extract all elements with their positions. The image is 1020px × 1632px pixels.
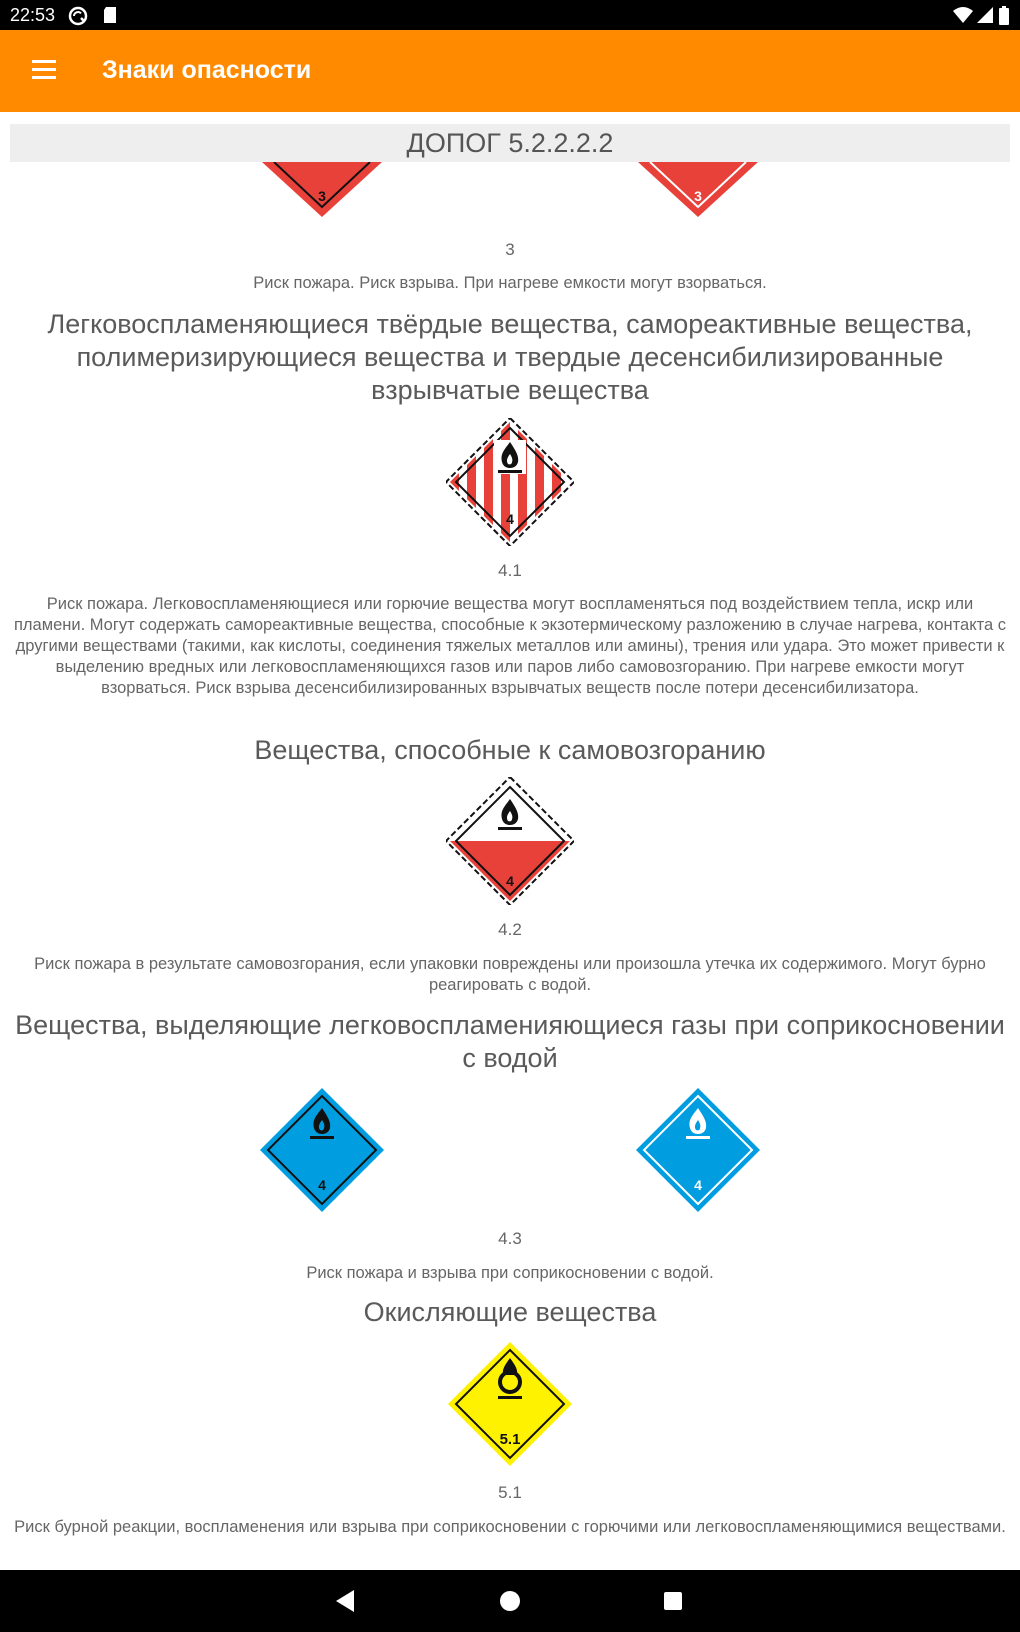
sd-card-icon	[102, 6, 118, 24]
hazard-list[interactable]	[0, 112, 1020, 1570]
class-4-2-sign-icon	[446, 777, 574, 905]
hazard-heading: Легковоспламеняющиеся твёрдые вещества, самореактивные вещества, полимеризирующиеся вещества и твердые десенсибилизированные взрывчатые вещества	[47, 309, 973, 405]
hazard-code: 4.3	[498, 1229, 522, 1248]
app-bar	[0, 30, 1020, 112]
wifi-icon	[952, 6, 974, 24]
status-time: 22:53	[10, 5, 56, 25]
hazard-description: Риск пожара. Легковоспламеняющиеся или горючие вещества могут воспламеняться под воздействием тепла, искр или пламени. Могут содержать самореактивные вещества, способные к экзотермическому разложению в случае нагрева, контакта с другими веществами (такими, как кислоты, соединения тяжелых металлов или амины), трения или удара. Это может привести к выделению вредных или легковоспламеняющихся газов или паров либо самовозгоранию. При нагреве емкости могут взорваться. Риск взрыва десенсибилизированных взрывчатых веществ после потери десенсибилизатора.	[13, 595, 1006, 697]
hazard-code: 4.2	[498, 920, 522, 939]
home-icon[interactable]	[495, 1586, 525, 1616]
battery-icon	[998, 6, 1010, 26]
hazard-code: 3	[505, 240, 515, 259]
section-header: ДОПОГ 5.2.2.2.2	[10, 124, 1010, 162]
svg-text:5.1: 5.1	[499, 1431, 521, 1448]
svg-text:4: 4	[318, 1177, 326, 1193]
recents-icon[interactable]	[658, 1586, 688, 1616]
status-bar	[0, 0, 1020, 30]
class-4-3-sign-white-icon	[634, 1086, 762, 1214]
back-icon[interactable]	[330, 1586, 360, 1616]
svg-text:4: 4	[694, 1177, 702, 1193]
hazard-description: Риск пожара. Риск взрыва. При нагреве емкости могут взорваться.	[253, 274, 767, 292]
hamburger-menu-icon[interactable]	[30, 57, 60, 83]
hazard-code: 4.1	[498, 561, 522, 580]
signal-icon	[976, 6, 994, 24]
svg-text:3: 3	[318, 188, 326, 204]
hazard-heading: Вещества, выделяющие легковоспламенияющиеся газы при соприкосновении с водой	[15, 1010, 1005, 1073]
hazard-description: Риск пожара в результате самовозгорания, если упаковки повреждены или произошла утечка их содержимого. Могут бурно реагировать с водой.	[34, 955, 986, 994]
class-4-3-sign-black-icon	[258, 1086, 386, 1214]
hazard-description: Риск пожара и взрыва при соприкосновении с водой.	[306, 1264, 714, 1282]
class-3-sign-icon	[262, 162, 382, 220]
hazard-code: 5.1	[498, 1483, 522, 1502]
class-3-sign-alt-icon	[638, 162, 758, 220]
hazard-heading: Вещества, способные к самовозгоранию	[254, 735, 766, 765]
sync-icon	[68, 6, 88, 26]
svg-text:4: 4	[506, 511, 514, 527]
app-title: Знаки опасности	[102, 56, 312, 84]
svg-text:4: 4	[506, 873, 514, 889]
navigation-bar	[0, 1570, 1020, 1632]
svg-text:3: 3	[694, 188, 702, 204]
hazard-description: Риск бурной реакции, воспламенения или взрыва при соприкосновении с горючими или легковоспламеняющимися веществами.	[14, 1518, 1006, 1536]
hazard-heading: Окисляющие вещества	[363, 1297, 657, 1327]
class-4-1-sign-icon	[446, 418, 574, 546]
class-5-1-sign-icon	[446, 1340, 574, 1468]
